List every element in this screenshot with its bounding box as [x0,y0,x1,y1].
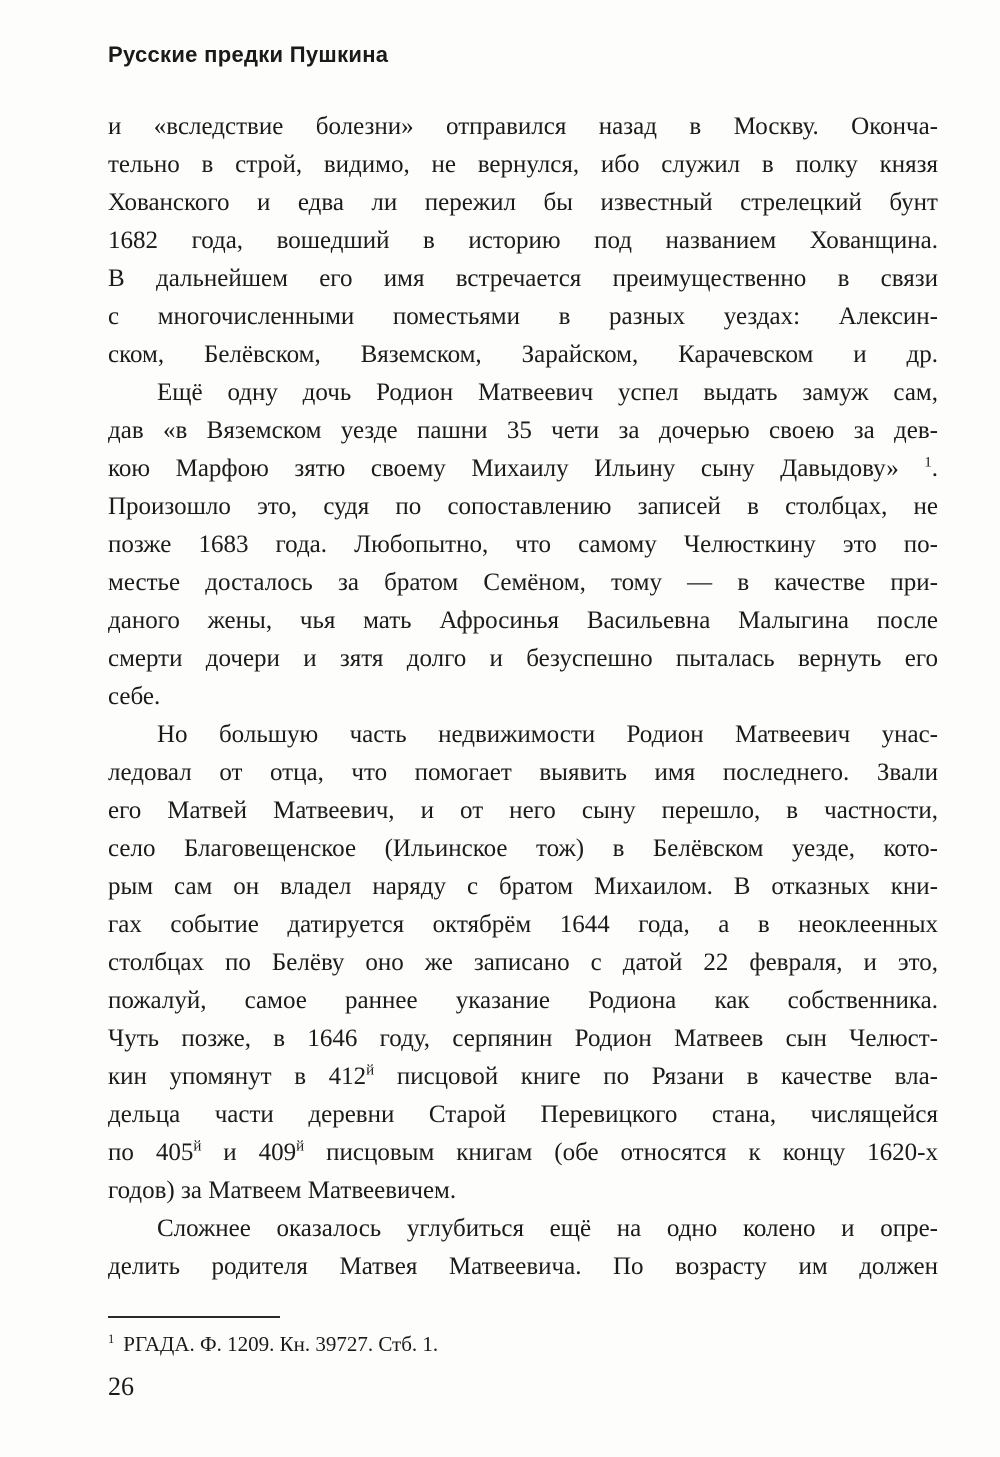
text-line: себе. [108,683,161,710]
paragraph [108,716,938,1210]
text-line: делить родителя Матвея Матвеевича. По возрасту им должен [108,1253,938,1280]
text-line: село Благовещенское (Ильинское тож) в Белёвском уезде, кото- [108,835,938,862]
text-line: Сложнее оказалось углубиться ещё на одно колено и опре- [157,1215,938,1242]
text-line: ледовал от отца, что помогает выявить имя последнего. Звали [108,759,938,786]
text-line: дав «в Вяземском уезде пашни 35 чети за дочерью своею за дев- [108,417,938,444]
text-line: кою Марфою зятю своему Михаилу Ильину сыну Давыдову» $^1$. [108,454,938,482]
paragraph [108,108,938,374]
text-line: кин упомянут в $412^й$ писцовой книге по Рязани в качестве вла- [108,1062,938,1090]
text-line: смерти дочери и зятя долго и безуспешно пыталась вернуть его [108,645,938,672]
text-line: годов) за Матвеем Матвеевичем. [108,1177,457,1204]
text-line: Чуть позже, в 1646 году, серпянин Родион Матвеев сын Челюст- [108,1025,938,1052]
paragraph [108,1210,938,1286]
footnote-marker: 1 [108,1332,115,1346]
text-line: по $405^й$ и $409^й$ писцовым книгам (обе относятся к концу 1620-х [108,1138,938,1166]
text-line: Хованского и едва ли пережил бы известный стрелецкий бунт [108,189,938,216]
text-line: с многочисленными поместьями в разных уездах: Алексин- [108,303,938,330]
text-line: местье досталось за братом Семёном, тому — в качестве при- [108,569,938,596]
text-line: столбцах по Белёву оно же записано с датой 22 февраля, и это, [108,949,938,976]
page-number: 26 [108,1372,134,1401]
text-line: Произошло это, судя по сопоставлению записей в столбцах, не [108,493,938,520]
text-line: Но большую часть недвижимости Родион Матвеевич унас- [157,721,938,748]
footnote-text: РГАДА. Ф. 1209. Кн. 39727. Стб. 1. [123,1332,439,1356]
text-line: даного жены, чья мать Афросинья Васильевна Малыгина после [108,607,938,634]
text-line: Ещё одну дочь Родион Матвеевич успел выдать замуж сам, [157,379,938,406]
text-line: 1682 года, вошедший в историю под названием Хованщина. [108,227,938,254]
running-head: Русские предки Пушкина [108,42,389,67]
text-line: и «вследствие болезни» отправился назад в Москву. Оконча- [108,113,938,140]
text-line: позже 1683 года. Любопытно, что самому Челюсткину это по- [108,531,938,558]
text-line: его Матвей Матвеевич, и от него сыну перешло, в частности, [108,797,938,824]
text-line: рым сам он владел наряду с братом Михаилом. В отказных кни- [108,873,938,900]
text-line: В дальнейшем его имя встречается преимущественно в связи [108,265,938,292]
text-line: тельно в строй, видимо, не вернулся, ибо служил в полку князя [108,151,938,178]
text-line: ском, Белёвском, Вяземском, Зарайском, Карачевском и др. [108,341,938,368]
paragraph [108,374,938,716]
footnote-divider [108,1316,280,1318]
text-line: дельца части деревни Старой Перевицкого стана, числящейся [108,1101,938,1128]
text-line: гах событие датируется октябрём 1644 года, а в неоклеенных [108,911,938,938]
footnote [108,1330,938,1358]
text-line: пожалуй, самое раннее указание Родиона как собственника. [108,987,938,1014]
body-text [108,108,938,1286]
